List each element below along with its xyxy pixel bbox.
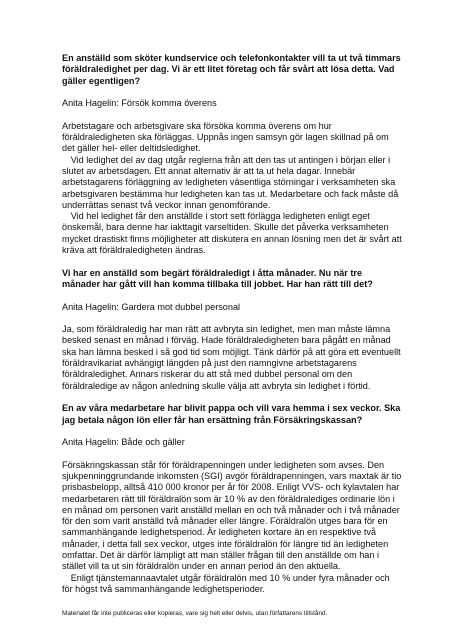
question-heading: Vi har en anställd som begärt föräldraledigt i åtta månader. Nu när tre månader har gått vill han komma tillbaka till jobbet. Har han rätt till det?: [62, 267, 373, 289]
document-body: [62, 53, 402, 607]
paragraph: Arbetstagare och arbetsgivare ska försöka komma överens om hur föräldraledigheten ska förläggas. Uppnås ingen samsyn gör lagen skillnad på om det gäller hel- eller deltidsledighet.: [62, 120, 389, 154]
answer-byline: Anita Hagelin: Försök komma överens: [62, 98, 217, 109]
qa-section: [62, 403, 402, 595]
question-heading: En anställd som sköter kundservice och telefonkontakter vill ta ut två timmars föräldraledighet per dag. Vi är ett litet företag och får svårt att lösa detta. Vad gäller egentligen?: [62, 53, 401, 86]
copyright-footer: Materialet får inte publiceras eller kopieras, vare sig helt eller delvis, utan författarens tillstånd.: [62, 610, 328, 617]
answer-byline: Anita Hagelin: Gardera mot dubbel personal: [62, 301, 241, 312]
paragraph: Vid hel ledighet får den anställde i stort sett förlägga ledigheten enligt eget önskemål, bara denne har iakttagit varseltiden. Skulle det påverka verksamheten mycket drastiskt finns möjligheter att diskutera en annan lösning men det är svårt att kräva att föräldraledigheten ändras.: [62, 211, 402, 256]
answer-byline: Anita Hagelin: Både och gäller: [62, 437, 185, 448]
answer-text: [62, 324, 402, 392]
answer-text: [62, 460, 402, 596]
paragraph: Vid ledighet del av dag utgår reglerna från att den tas ut antingen i början eller i slutet av arbetsdagen. Ett annat alternativ är att ta ut hela dagar. Innebär arbetstagarens förläggning av ledigheten väsentliga störningar i verksamheten ska arbetsgivaren bestämma hur ledigheten kan tas ut. Medarbetare och fack måste då underrättas senast två veckor innan genomförande.: [62, 154, 399, 210]
answer-text: [62, 121, 402, 257]
qa-section: [62, 53, 402, 256]
question-heading: En av våra medarbetare har blivit pappa och vill vara hemma i sex veckor. Ska jag betala någon lön eller får han ersättning från Försäkringskassan?: [62, 403, 401, 425]
paragraph: Ja, som föräldraledig har man rätt att avbryta sin ledighet, men man måste lämna besked senast en månad i förväg. Hade föräldraledigheten bara pågått en månad ska han lämna besked i så god tid som möjligt. Tänk därför på att göra ett eventuellt föräldravikariat avhängigt längden på just den namngivne arbetstagarens föräldraledighet. Annars riskerar du att stå med dubbel personal om den föräldraledige av någon anledning skulle välja att avbryta sin ledighet i förtid.: [62, 324, 401, 391]
paragraph: Försäkringskassan står för föräldrapenningen under ledigheten som avses. Den sjukpenninggrundande inkomsten (SGI) avgör föräldrapenningen, vars maxtak är tio prisbasbelopp, alltså 410 000 kronor per år för 2008. Enligt VVS- och kylavtalen har medarbetaren rätt till föräldralön som är 10 % av den föräldralediges ordinarie lön i en månad om personen varit anställd mellan en och två månader och i två månader för den som varit anställd två månader eller längre. Föräldralön utges bara för en sammanhängande ledighetsperiod. Är ledigheten kortare än en respektive två månader, i detta fall sex veckor, utges inte föräldralön för längre tid än ledigheten omfattar. Det är därför lämpligt att man ställer frågan till den anställde om han i stället vill ta ut sin föräldralön under en annan period än den aktuella.: [62, 459, 402, 572]
paragraph: Enligt tjänstemannaavtalet utgår föräldralön med 10 % under fyra månader och för högst två sammanhängande ledighetsperioder.: [62, 572, 390, 594]
qa-section: [62, 268, 402, 392]
